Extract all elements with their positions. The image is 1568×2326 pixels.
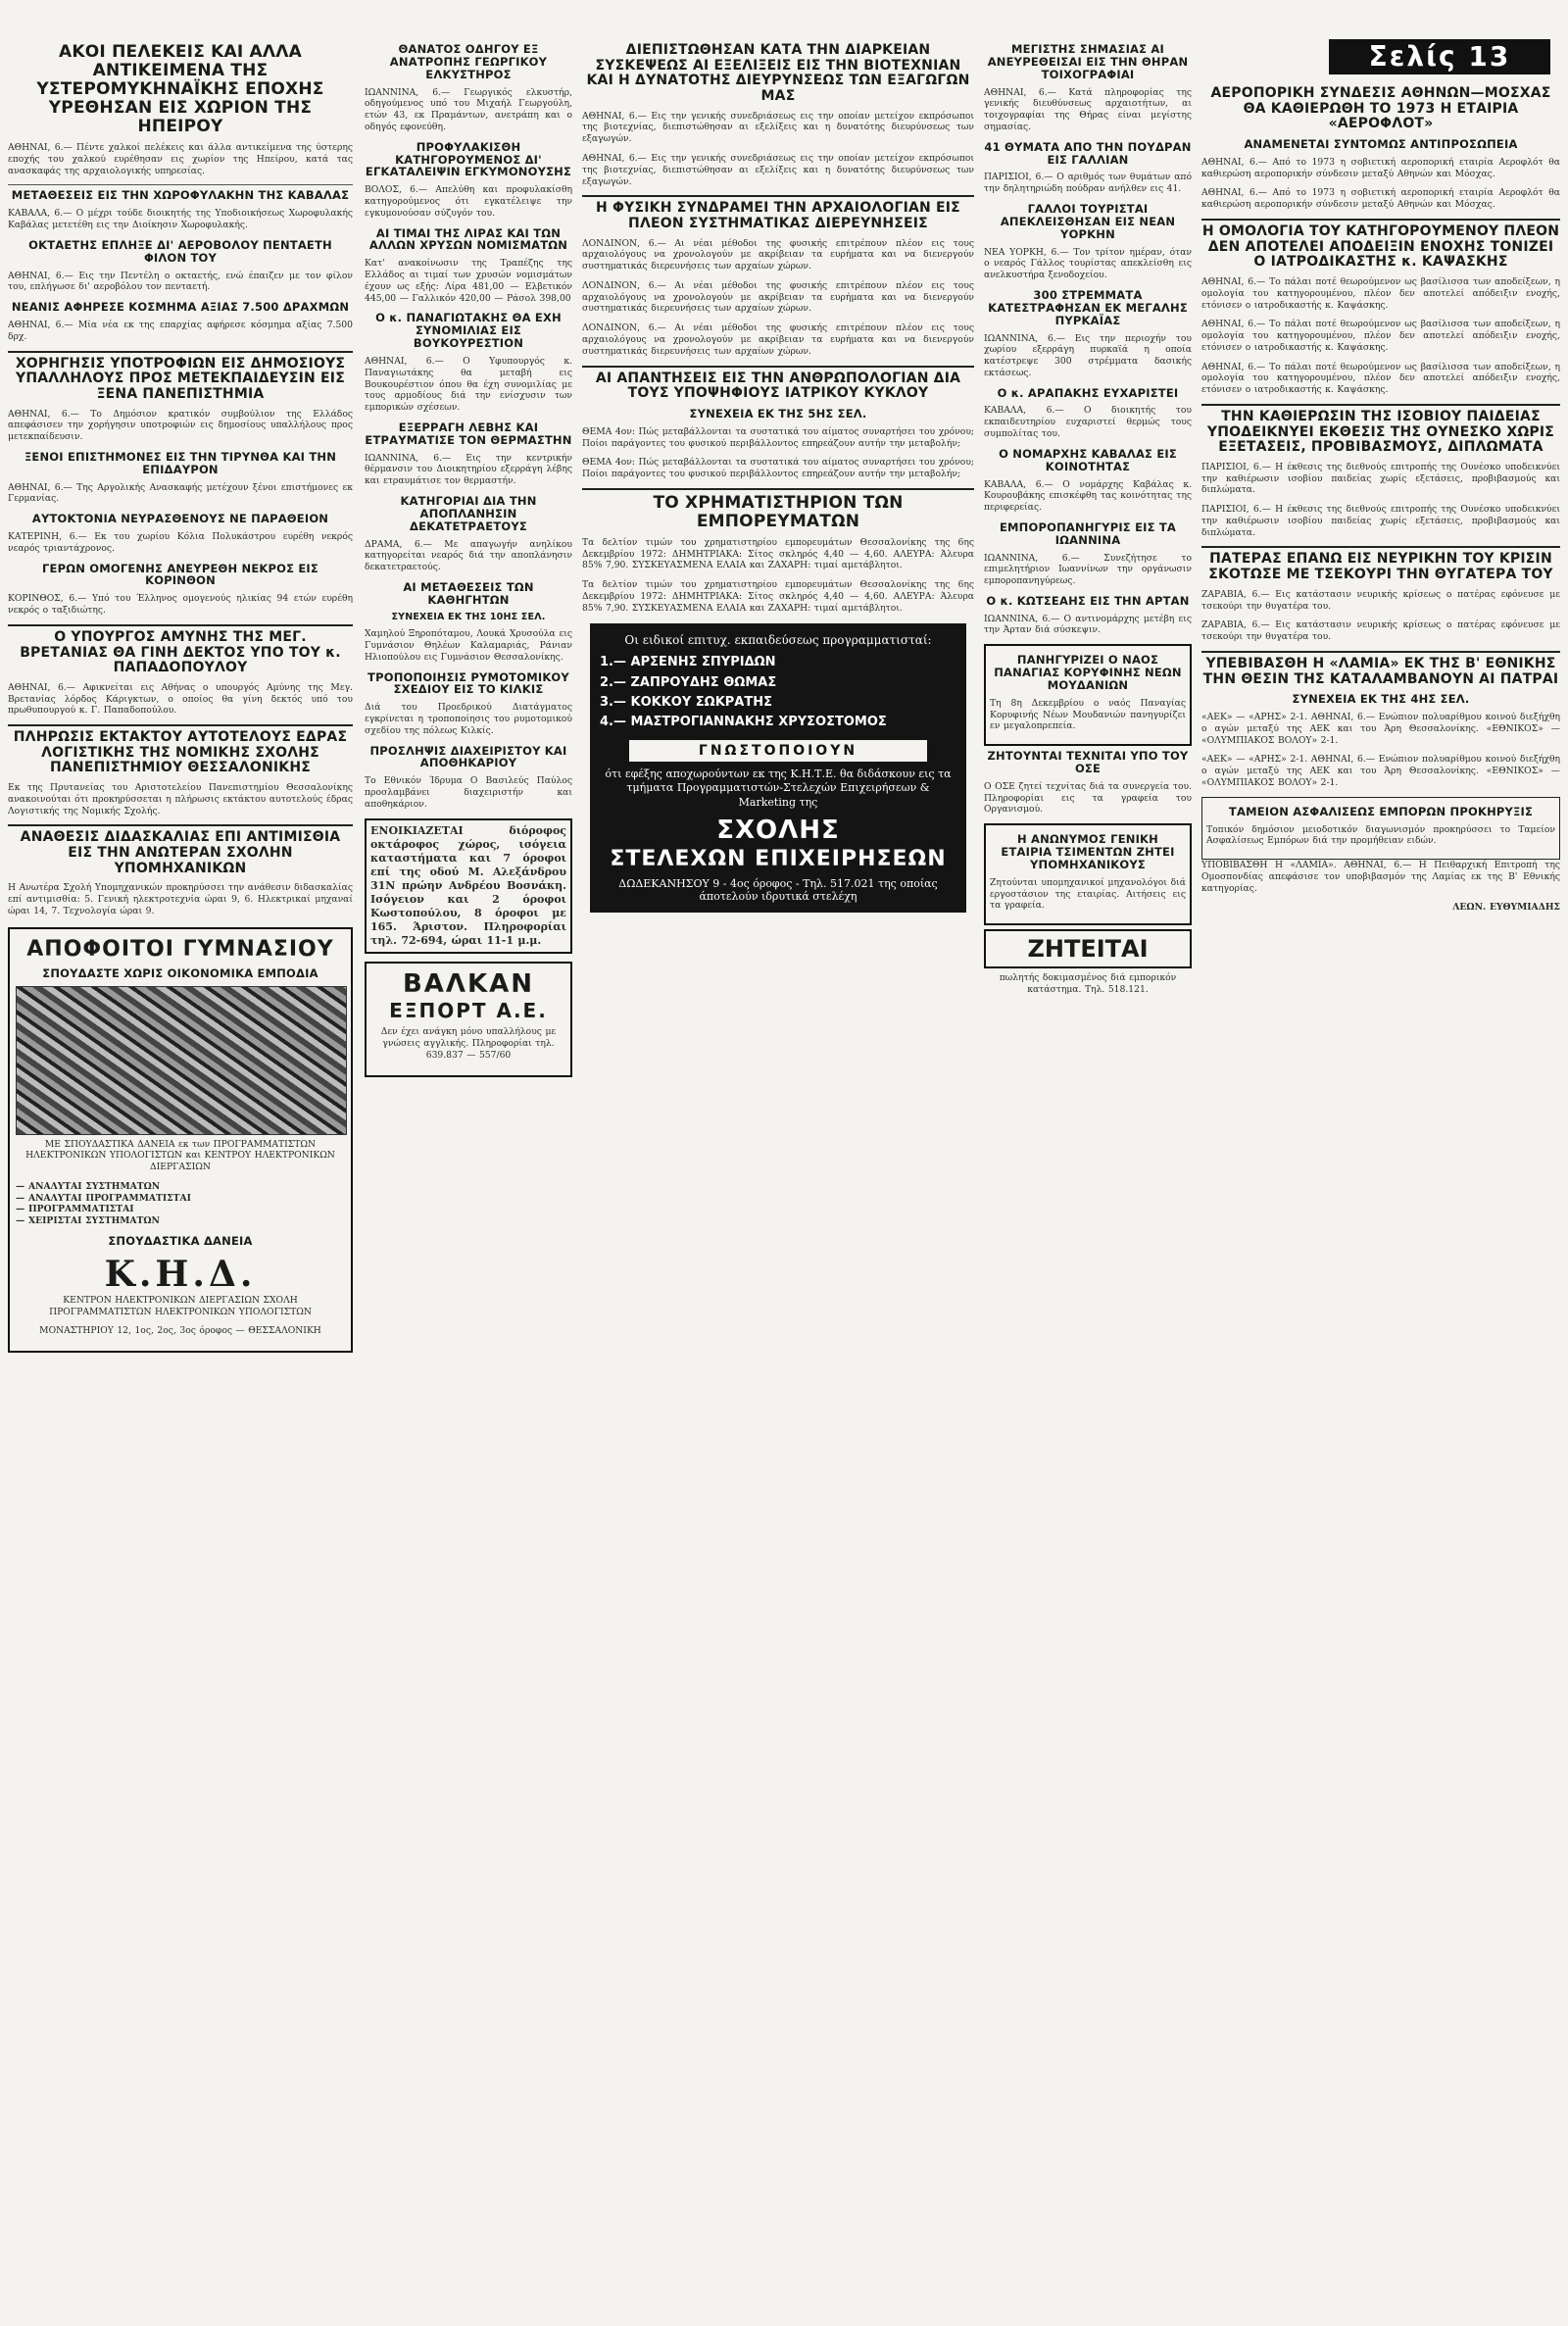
article-text: ΒΟΛΟΣ, 6.— Απελύθη και προφυλακίσθη κατηγορούμενος ότι εγκατέλειψε την εγκυμονούσαν σύζυγόν του. xyxy=(365,184,572,219)
article-text: ΘΕΜΑ 4ον: Πώς μεταβάλλονται τα συστατικά του αίματος συναρτήσει του χρόνου; Ποίοι παράγοντες του φυσικού περιβάλλοντος επηρεάζουν αυτήν την μεταβολήν; xyxy=(582,425,974,449)
headline: Ο κ. ΚΩΤΣΕΑΗΣ ΕΙΣ ΤΗΝ ΑΡΤΑΝ xyxy=(986,593,1190,608)
school-advertisement xyxy=(590,623,966,912)
article-text: ΛΟΝΔΙΝΟΝ, 6.— Αι νέαι μέθοδοι της φυσικής επιτρέπουν πλέον εις τους αρχαιολόγους να χρονολογούν με ακρίβειαν τα ευρήματα και να διενεργούν συστηματικάς διερευνήσεις των αρχαίων χώρων. xyxy=(582,237,974,272)
headline: ΑΕΡΟΠΟΡΙΚΗ ΣΥΝΔΕΣΙΣ ΑΘΗΝΩΝ—ΜΟΣΧΑΣ ΘΑ ΚΑΘΙΕΡΩΘΗ ΤΟ 1973 Η ΕΤΑΙΡΙΑ «ΑΕΡΟΦΛΟΤ» xyxy=(1210,85,1551,132)
article-text: Η Ανωτέρα Σχολή Υπομηχανικών προκηρύσσει την ανάθεσιν διδασκαλίας επί αντιμισθία: 5. Γενική ηλεκτροτεχνία ώραι 9, 6. Ηλεκτρικαί μηχαναί ώραι 14, 7. Τεχνολογία ώραι 9. xyxy=(8,882,353,916)
article-text: ΑΘΗΝΑΙ, 6.— Το Δημόσιον κρατικόν συμβούλιον της Ελλάδος απεφάσισεν την χορήγησιν υποτροφιών εις δημοσίους υπαλλήλους προς μετεκπαίδευσιν. xyxy=(8,408,353,443)
headline: ΠΑΝΗΓΥΡΙΖΕΙ Ο ΝΑΟΣ ΠΑΝΑΓΙΑΣ ΚΟΡΥΦΙΝΗΣ ΝΕΩΝ ΜΟΥΔΑΝΙΩΝ xyxy=(994,653,1182,692)
headline: ΑΙ ΜΕΤΑΘΕΣΕΙΣ ΤΩΝ ΚΑΘΗΓΗΤΩΝ xyxy=(403,579,534,607)
page-number-banner: Σελίς 13 xyxy=(1329,39,1550,74)
ad-school-name: ΣΧΟΛΗΣ xyxy=(716,815,840,845)
article-text: ΚΑΒΑΛΑ, 6.— Ο μέχρι τούδε διοικητής της Υποδιοικήσεως Χωροφυλακής Καβάλας μετετέθη εις την Διοίκησιν Χωροφυλακής. xyxy=(8,208,353,231)
ad-announce-label: ΓΝΩΣΤΟΠΟΙΟΥΝ xyxy=(629,740,927,762)
ad-text: ΕΝΟΙΚΙΑΖΕΤΑΙ διόροφος οκτάροφος χώρος, ισόγεια καταστήματα και 7 όροφοι επί της οδού Μ. Αλεξάνδρου 31Ν πρώην Ανδρέου Βοσνάκη. Ισόγειον και 2 όροφοι Κωστοπούλου, 8 όροφοι με 165. Άριστον. Πληροφορίαι τηλ. 72-694, ώραι 11-1 μ.μ. xyxy=(370,823,566,948)
article-text: Χαμηλού Ξηροπόταμου, Λουκά Χρυσούλα εις Γυμνάσιον Θηλέων Καλαμαριάς, Ράνιαν Ηλιοπούλου εις Γυμνάσιον Θεσσαλονίκης. xyxy=(365,628,572,663)
article-text: Ο ΟΣΕ ζητεί τεχνίτας διά τα συνεργεία του. Πληροφορίαι εις τα γραφεία του Οργανισμού. xyxy=(984,780,1192,816)
classified-ad xyxy=(365,818,572,955)
headline: ΞΕΝΟΙ ΕΠΙΣΤΗΜΟΝΕΣ ΕΙΣ ΤΗΝ ΤΙΡΥΝΘΑ ΚΑΙ ΤΗΝ ΕΠΙΔΑΥΡΟΝ xyxy=(24,449,337,476)
article-text: ΑΘΗΝΑΙ, 6.— Της Αργολικής Ανασκαφής μετέχουν ξένοι επιστήμονες εκ Γερμανίας. xyxy=(8,481,353,505)
headline: ΑΝΑΘΕΣΙΣ ΔΙΔΑΣΚΑΛΙΑΣ ΕΠΙ ΑΝΤΙΜΙΣΘΙΑ ΕΙΣ ΤΗΝ ΑΝΩΤΕΡΑΝ ΣΧΟΛΗΝ ΥΠΟΜΗΧΑΝΙΚΩΝ xyxy=(20,829,341,876)
article-text: ΛΟΝΔΙΝΟΝ, 6.— Αι νέαι μέθοδοι της φυσικής επιτρέπουν πλέον εις τους αρχαιολόγους να χρονολογούν με ακρίβειαν τα ευρήματα και να διενεργούν συστηματικάς διερευνήσεις των αρχαίων χώρων. xyxy=(582,322,974,357)
article-text: Το Εθνικόν Ίδρυμα Ο Βασιλεύς Παύλος προσλαμβάνει διαχειριστήν και αποθηκάριον. xyxy=(365,775,572,810)
article-text: ΑΘΗΝΑΙ, 6.— Από το 1973 η σοβιετική αεροπορική εταιρία Αεροφλότ θα καθιερώση αεροπορικήν σύνδεσιν μεταξύ Αθηνών και Μόσχας. xyxy=(1201,187,1560,211)
ad-name-list: 1.— ΑΡΣΕΝΗΣ ΣΠΥΡΙΔΩΝ 2.— ΖΑΠΡΟΥΔΗΣ ΘΩΜΑΣ 3.— ΚΟΚΚΟΥ ΣΩΚΡΑΤΗΣ 4.— ΜΑΣΤΡΟΓΙΑΝΝΑΚΗΣ ΧΡΥΣΟΣΤΟΜΟΣ xyxy=(600,655,887,729)
article-text: ΙΩΑΝΝΙΝΑ, 6.— Γεωργικός ελκυστήρ, οδηγούμενος υπό του Μιχαήλ Γεωργούλη, ετών 43, εκ Πραμάντων, ανετράπη και ο οδηγός εφονεύθη. xyxy=(365,86,572,132)
ad-title: ΑΠΟΦΟΙΤΟΙ ΓΥΜΝΑΣΙΟΥ xyxy=(26,936,334,962)
article-text: ΑΘΗΝΑΙ, 6.— Ο Υφυπουργός κ. Παναγιωτάκης θα μεταβή εις Βουκουρέστιον όπου θα έχη συνομιλίας με τους αρμοδίους διά την ενίσχυσιν των εμπορικών σχέσεων. xyxy=(365,356,572,414)
headline: ΑΚΟΙ ΠΕΛΕΚΕΙΣ ΚΑΙ ΑΛΛΑ ΑΝΤΙΚΕΙΜΕΝΑ ΤΗΣ ΥΣΤΕΡΟΜΥΚΗΝΑΪΚΗΣ ΕΠΟΧΗΣ ΥΡΕΘΗΣΑΝ ΕΙΣ ΧΩΡΙΟΝ ΤΗΣ ΗΠΕΙΡΟΥ xyxy=(36,42,324,137)
article-text: ΖΑΡΑΒΙΑ, 6.— Εις κατάστασιν νευρικής κρίσεως ο πατέρας εφόνευσε με τσεκούρι την θυγατέρα του. xyxy=(1201,619,1560,643)
article-text: Τα δελτίον τιμών του χρηματιστηρίου εμπορευμάτων Θεσσαλονίκης της 6ης Δεκεμβρίου 1972: ΔΗΜΗΤΡΙΑΚΑ: Σίτος σκληρός 4,40 — 4,60. ΑΛΕΥΡΑ: Άλευρα 85% 7,90. ΣΥΣΚΕΥΑΣΜΕΝΑ ΕΛΑΙΑ και ΖΑΧΑΡΗ: τιμαί αμετάβλητοι. xyxy=(582,579,974,614)
headline: ΠΡΟΣΛΗΨΙΣ ΔΙΑΧΕΙΡΙΣΤΟΥ ΚΑΙ ΑΠΟΘΗΚΑΡΙΟΥ xyxy=(369,743,567,770)
article-text: ΛΟΝΔΙΝΟΝ, 6.— Αι νέαι μέθοδοι της φυσικής επιτρέπουν πλέον εις τους αρχαιολόγους να χρονολογούν με ακρίβειαν τα ευρήματα και να διενεργούν συστηματικάς διερευνήσεις των αρχαίων χώρων. xyxy=(582,279,974,315)
headline: ΑΙ ΑΠΑΝΤΗΣΕΙΣ ΕΙΣ ΤΗΝ ΑΝΘΡΩΠΟΛΟΓΙΑΝ ΔΙΑ ΤΟΥΣ ΥΠΟΨΗΦΙΟΥΣ ΙΑΤΡΙΚΟΥ ΚΥΚΛΟΥ xyxy=(595,370,961,402)
article-text: Τοπικόν δημόσιον μειοδοτικόν διαγωνισμόν προκηρύσσει το Ταμείον Ασφαλίσεως Εμπόρων διά την προμήθειαν ειδών. xyxy=(1206,823,1555,847)
insurance-notice xyxy=(1201,797,1560,860)
headline: Η ΦΥΣΙΚΗ ΣΥΝΔΡΑΜΕΙ ΤΗΝ ΑΡΧΑΙΟΛΟΓΙΑΝ ΕΙΣ ΠΛΕΟΝ ΣΥΣΤΗΜΑΤΙΚΑΣ ΔΙΕΡΕΥΝΗΣΕΙΣ xyxy=(596,200,960,231)
headline: 300 ΣΤΡΕΜΜΑΤΑ ΚΑΤΕΣΤΡΑΦΗΣΑΝ ΕΚ ΜΕΓΑΛΗΣ ΠΥΡΚΑΪΑΣ xyxy=(988,287,1188,327)
headline: Ο κ. ΑΡΑΠΑΚΗΣ ΕΥΧΑΡΙΣΤΕΙ xyxy=(997,385,1179,400)
article-text: ΑΘΗΝΑΙ, 6.— Κατά πληροφορίας της γενικής διευθύνσεως αρχαιοτήτων, αι τοιχογραφίαι της Θήρας είναι μεγίστης σημασίας. xyxy=(984,86,1192,132)
continued-label: ΣΥΝΕΧΕΙΑ ΕΚ ΤΗΣ 5ΗΣ ΣΕΛ. xyxy=(689,406,867,421)
headline: ΠΛΗΡΩΣΙΣ ΕΚΤΑΚΤΟΥ ΑΥΤΟΤΕΛΟΥΣ ΕΔΡΑΣ ΛΟΓΙΣΤΙΚΗΣ ΤΗΣ ΝΟΜΙΚΗΣ ΣΧΟΛΗΣ ΠΑΝΕΠΙΣΤΗΜΙΟΥ ΘΕΣΣΑΛΟΝΙΚΗΣ xyxy=(13,729,348,776)
subheadline: ΑΝΑΜΕΝΕΤΑΙ ΣΥΝΤΟΜΩΣ ΑΝΤΙΠΡΟΣΩΠΕΙΑ xyxy=(1244,137,1518,152)
headline: ΑΥΤΟΚΤΟΝΙΑ ΝΕΥΡΑΣΘΕΝΟΥΣ ΝΕ ΠΑΡΑΘΕΙΟΝ xyxy=(31,512,329,526)
headline: ΤΟ ΧΡΗΜΑΤΙΣΤΗΡΙΟΝ ΤΩΝ ΕΜΠΟΡΕΥΜΑΤΩΝ xyxy=(653,492,904,531)
article-text: ΙΩΑΝΝΙΝΑ, 6.— Εις την περιοχήν του χωρίου εξερράγη πυρκαϊά η οποία κατέστρεψε 300 στρέμματα δασικής εκτάσεως. xyxy=(984,332,1192,378)
headline: ΚΑΤΗΓΟΡΙΑΙ ΔΙΑ ΤΗΝ ΑΠΟΠΛΑΝΗΣΙΝ ΔΕΚΑΤΕΤΡΑΕΤΟΥΣ xyxy=(400,493,537,533)
article-text: ΠΑΡΙΣΙΟΙ, 6.— Η έκθεσις της διεθνούς επιτροπής της Ουνέσκο υποδεικνύει την καθιέρωσιν ισοβίου παιδείας χωρίς εξετάσεις, προβιβασμούς και διπλώματα. xyxy=(1201,461,1560,496)
article-text: ΑΘΗΝΑΙ, 6.— Εις την γενικής συνεδριάσεως εις την οποίαν μετείχον εκπρόσωποι της βιοτεχνίας, διεπιστώθησαν αι εξελίξεις και η δυνατότης διευρύνσεως των εξαγωγών. xyxy=(582,110,974,145)
continued-label: ΣΥΝΕΧΕΙΑ ΕΚ ΤΗΣ 4ΗΣ ΣΕΛ. xyxy=(1292,692,1470,707)
headline: Η ΟΜΟΛΟΓΙΑ ΤΟΥ ΚΑΤΗΓΟΡΟΥΜΕΝΟΥ ΠΛΕΟΝ ΔΕΝ ΑΠΟΤΕΛΕΙ ΑΠΟΔΕΙΞΙΝ ΕΝΟΧΗΣ ΤΟΝΙΖΕΙ Ο ΙΑΤΡΟΔΙΚΑΣΤΗΣ κ. ΚΑΨΑΣΚΗΣ xyxy=(1201,223,1560,271)
article-text: ΥΠΟΒΙΒΑΣΘΗ Η «ΛΑΜΙΑ». ΑΘΗΝΑΙ, 6.— Η Πειθαρχική Επιτροπή της Ομοσπονδίας απεφάσισε τον υποβιβασμόν της Λαμίας εκ της Β' Εθνικής κατηγορίας. xyxy=(1201,860,1560,894)
article-text: ΚΑΒΑΛΑ, 6.— Ο νομάρχης Καβάλας κ. Κουρουβάκης επισκέφθη τας κοινότητας της περιφερείας. xyxy=(984,478,1192,514)
column-1 xyxy=(8,39,353,2313)
headline: ΤΑΜΕΙΟΝ ΑΣΦΑΛΙΣΕΩΣ ΕΜΠΟΡΩΝ ΠΡΟΚΗΡΥΞΙΣ xyxy=(1228,804,1534,818)
article-text: ΑΘΗΝΑΙ, 6.— Αφικνείται εις Αθήνας ο υπουργός Αμύνης της Μεγ. Βρετανίας λόρδος Κάριγκτων, ο οποίος θα γίνη δεκτός υπό του πρωθυπουργού κ. Γ. Παπαδοπούλου. xyxy=(8,681,353,717)
headline: ΘΑΝΑΤΟΣ ΟΔΗΓΟΥ ΕΞ ΑΝΑΤΡΟΠΗΣ ΓΕΩΡΓΙΚΟΥ ΕΛΚΥΣΤΗΡΟΣ xyxy=(389,42,548,81)
advertisement xyxy=(8,927,353,1353)
article-text: ΖΑΡΑΒΙΑ, 6.— Εις κατάστασιν νευρικής κρίσεως ο πατέρας εφόνευσε με τσεκούρι την θυγατέρα του. xyxy=(1201,588,1560,612)
column-4 xyxy=(984,39,1192,2313)
headline: ΕΜΠΟΡΟΠΑΝΗΓΥΡΙΣ ΕΙΣ ΤΑ ΙΩΑΝΝΙΝΑ xyxy=(999,520,1177,547)
balkan-export-ad xyxy=(365,962,572,1076)
article-text: ΙΩΑΝΝΙΝΑ, 6.— Συνεζήτησε το επιμελητήριον Ιωαννίνων την οργάνωσιν εμποροπανηγύρεως. xyxy=(984,552,1192,587)
headline: Ο ΝΟΜΑΡΧΗΣ ΚΑΒΑΛΑΣ ΕΙΣ ΚΟΙΝΟΤΗΤΑΣ xyxy=(999,446,1177,473)
headline: ΜΕΤΑΘΕΣΕΙΣ ΕΙΣ ΤΗΝ ΧΩΡΟΦΥΛΑΚΗΝ ΤΗΣ ΚΑΒΑΛΑΣ xyxy=(11,188,350,203)
article-text: Εκ της Πρυτανείας του Αριστοτελείου Πανεπιστημίου Θεσσαλονίκης ανακοινούται ότι προκηρύσσεται η πλήρωσις εκτάκτου αυτοτελούς έδρας Λογιστικής της Νομικής Σχολής. xyxy=(8,782,353,817)
headline: 41 ΘΥΜΑΤΑ ΑΠΟ ΤΗΝ ΠΟΥΔΡΑΝ ΕΙΣ ΓΑΛΛΙΑΝ xyxy=(984,139,1192,167)
article-text: Κατ' ανακοίνωσιν της Τραπέζης της Ελλάδος αι τιμαί των χρυσών νομισμάτων έχουν ως εξής: Λίρα 481,00 — Ελβετικόν 445,00 — Γαλλικόν 420,00 — Ράσολ 398,00 xyxy=(365,258,572,304)
ad-address: ΔΩΔΕΚΑΝΗΣΟΥ 9 - 4ος όροφος - Τηλ. 517.021 της οποίας άποτελούν ιδρυτικά στελέχη xyxy=(618,876,938,903)
headline: ΟΚΤΑΕΤΗΣ ΕΠΛΗΞΕ ΔΙ' ΑΕΡΟΒΟΛΟΥ ΠΕΝΤΑΕΤΗ ΦΙΛΟΝ ΤΟΥ xyxy=(28,237,332,265)
article-text: «ΑΕΚ» — «ΑΡΗΣ» 2-1. ΑΘΗΝΑΙ, 6.— Ενώπιον πολυαρίθμου κοινού διεξήχθη ο αγών μεταξύ της ΑΕΚ και του Άρη Θεσσαλονίκης. «ΕΘΝΙΚΟΣ» — «ΟΛΥΜΠΙΑΚΟΣ ΒΟΛΟΥ» 2-1. xyxy=(1201,754,1560,788)
ad-loans: ΣΠΟΥΔΑΣΤΙΚΑ ΔΑΝΕΙΑ xyxy=(108,1234,253,1248)
article-text: ΑΘΗΝΑΙ, 6.— Το πάλαι ποτέ θεωρούμενον ως βασίλισσα των αποδείξεων, η ομολογία του κατηγορουμένου, πλέον δεν αποτελεί απόδειξιν ενοχής, ετόνισεν ο ιατροδικαστής κ. Καψάσκης. xyxy=(1201,275,1560,311)
headline: ΠΡΟΦΥΛΑΚΙΣΘΗ ΚΑΤΗΓΟΡΟΥΜΕΝΟΣ ΔΙ' ΕΓΚΑΤΑΛΕΙΨΙΝ ΕΓΚΥΜΟΝΟΥΣΗΣ xyxy=(365,139,572,179)
article-text: ΑΘΗΝΑΙ, 6.— Εις την Πεντέλη ο οκταετής, ενώ έπαιζεν με τον φίλον του, επλήγωσε δι' αεροβόλου τον πενταετή. xyxy=(8,270,353,293)
headline: ΜΕΓΙΣΤΗΣ ΣΗΜΑΣΙΑΣ ΑΙ ΑΝΕΥΡΕΘΕΙΣΑΙ ΕΙΣ ΤΗΝ ΘΗΡΑΝ ΤΟΙΧΟΓΡΑΦΙΑΙ xyxy=(987,42,1189,81)
headline: ΠΑΤΕΡΑΣ ΕΠΑΝΩ ΕΙΣ ΝΕΥΡΙΚΗΝ ΤΟΥ ΚΡΙΣΙΝ ΣΚΟΤΩΣΕ ΜΕ ΤΣΕΚΟΥΡΙ ΤΗΝ ΘΥΓΑΤΕΡΑ ΤΟΥ xyxy=(1208,551,1553,583)
article-text: Διά του Προεδρικού Διατάγματος εγκρίνεται η τροποποίησις του ρυμοτομικού σχεδίου της πόλεως Κιλκίς. xyxy=(365,702,572,736)
ad-intro: Οι ειδικοί επιτυχ. εκπαιδεύσεως προγραμματισταί: xyxy=(624,633,932,648)
ad-subtitle: ΕΞΠΟΡΤ Α.Ε. xyxy=(389,999,548,1023)
article-text: ΚΟΡΙΝΘΟΣ, 6.— Υπό του Έλληνος ομογενούς ηλικίας 94 ετών ευρέθη νεκρός ο ταξιδιώτης. xyxy=(8,593,353,617)
article-text: ΙΩΑΝΝΙΝΑ, 6.— Ο αντινομάρχης μετέβη εις την Άρταν διά σύσκεψιν. xyxy=(984,613,1192,636)
headline: Ο κ. ΠΑΝΑΓΙΩΤΑΚΗΣ ΘΑ ΕΧΗ ΣΥΝΟΜΙΛΙΑΣ ΕΙΣ ΒΟΥΚΟΥΡΕΣΤΙΟΝ xyxy=(375,311,562,351)
ad-logo-text: Κ.Η.Δ. xyxy=(104,1253,257,1295)
ad-list: — ΑΝΑΛΥΤΑΙ ΣΥΣΤΗΜΑΤΩΝ — ΑΝΑΛΥΤΑΙ ΠΡΟΓΡΑΜΜΑΤΙΣΤΑΙ — ΠΡΟΓΡΑΜΜΑΤΙΣΤΑΙ — ΧΕΙΡΙΣΤΑΙ ΣΥΣΤΗΜΑΤΩΝ xyxy=(16,1180,191,1227)
headline: ΓΕΡΩΝ ΟΜΟΓΕΝΗΣ ΑΝΕΥΡΕΘΗ ΝΕΚΡΟΣ ΕΙΣ ΚΟΡΙΝΘΟΝ xyxy=(42,561,318,588)
collage-image xyxy=(16,986,347,1135)
headline: ΖΗΤΟΥΝΤΑΙ ΤΕΧΝΙΤΑΙ ΥΠΟ ΤΟΥ ΟΣΕ xyxy=(987,749,1189,776)
article-text: ΘΕΜΑ 4ον: Πώς μεταβάλλονται τα συστατικά του αίματος συναρτήσει του χρόνου; Ποίοι παράγοντες του φυσικού περιβάλλοντος επηρεάζουν αυτήν την μεταβολήν; xyxy=(582,457,974,480)
wanted-ad-title: ΖΗΤΕΙΤΑΙ xyxy=(984,929,1192,968)
article-text: ΑΘΗΝΑΙ, 6.— Πέντε χαλκοί πελέκεις και άλλα αντικείμενα της ύστερης εποχής του χαλκού ευρέθησαν εις χωρίον της Ηπείρου, κατά τας ανασκαφάς της αρχαιολογικής υπηρεσίας. xyxy=(8,142,353,176)
headline: Ο ΥΠΟΥΡΓΟΣ ΑΜΥΝΗΣ ΤΗΣ ΜΕΓ. ΒΡΕΤΑΝΙΑΣ ΘΑ ΓΙΝΗ ΔΕΚΤΟΣ ΥΠΟ ΤΟΥ κ. ΠΑΠΑΔΟΠΟΥΛΟΥ xyxy=(20,628,341,676)
headline: ΑΙ ΤΙΜΑΙ ΤΗΣ ΛΙΡΑΣ ΚΑΙ ΤΩΝ ΑΛΛΩΝ ΧΡΥΣΩΝ ΝΟΜΙΣΜΑΤΩΝ xyxy=(368,225,568,253)
headline: ΥΠΕΒΙΒΑΣΘΗ Η «ΛΑΜΙΑ» ΕΚ ΤΗΣ Β' ΕΘΝΙΚΗΣ ΤΗΝ ΘΕΣΙΝ ΤΗΣ ΚΑΤΑΛΑΜΒΑΝΟΥΝ ΑΙ ΠΑΤΡΑΙ xyxy=(1202,655,1559,687)
article-text: Ζητούνται υπομηχανικοί μηχανολόγοι διά εργοστάσιον της εταιρίας. Αιτήσεις εις τα γραφεία. xyxy=(990,876,1186,912)
article-text: ΑΘΗΝΑΙ, 6.— Μία νέα εκ της επαρχίας αφήρεσε κόσμημα αξίας 7.500 δρχ. xyxy=(8,320,353,342)
ad-subtitle: ΣΠΟΥΔΑΣΤΕ ΧΩΡΙΣ ΟΙΚΟΝΟΜΙΚΑ ΕΜΠΟΔΙΑ xyxy=(42,965,318,980)
article-text: Τα δελτίον τιμών του χρηματιστηρίου εμπορευμάτων Θεσσαλονίκης της 6ης Δεκεμβρίου 1972: ΔΗΜΗΤΡΙΑΚΑ: Σίτος σκληρός 4,40 — 4,60. ΑΛΕΥΡΑ: Άλευρα 85% 7,90. ΣΥΣΚΕΥΑΣΜΕΝΑ ΕΛΑΙΑ και ΖΑΧΑΡΗ: τιμαί αμετάβλητοι. xyxy=(582,536,974,571)
signature: ΛΕΩΝ. ΕΥΘΥΜΙΑΔΗΣ xyxy=(1452,902,1560,914)
ad-text: Δεν έχει ανάγκη μόνο υπαλλήλους με γνώσεις αγγλικής. Πληροφορίαι τηλ. 639.837 — 557/60 xyxy=(380,1026,557,1061)
column-3 xyxy=(582,39,974,2313)
continued-label: ΣΥΝΕΧΕΙΑ ΕΚ ΤΗΣ 10ΗΣ ΣΕΛ. xyxy=(391,611,546,622)
headline: ΤΗΝ ΚΑΘΙΕΡΩΣΙΝ ΤΗΣ ΙΣΟΒΙΟΥ ΠΑΙΔΕΙΑΣ ΥΠΟΔΕΙΚΝΥΕΙ ΕΚΘΕΣΙΣ ΤΗΣ ΟΥΝΕΣΚΟ ΧΩΡΙΣ ΕΞΕΤΑΣΕΙΣ, ΠΡΟΒΙΒΑΣΜΟΥΣ, ΔΙΠΛΩΜΑΤΑ xyxy=(1206,408,1555,456)
headline: ΔΙΕΠΙΣΤΩΘΗΣΑΝ ΚΑΤΑ ΤΗΝ ΔΙΑΡΚΕΙΑΝ ΣΥΣΚΕΨΕΩΣ ΑΙ ΕΞΕΛΙΞΕΙΣ ΕΙΣ ΤΗΝ ΒΙΟΤΕΧΝΙΑΝ ΚΑΙ Η ΔΥΝΑΤΟΤΗΣ ΔΙΕΥΡΥΝΣΕΩΣ ΤΩΝ ΕΞΑΓΩΓΩΝ ΜΑΣ xyxy=(586,42,970,105)
article-text: ΝΕΑ ΥΟΡΚΗ, 6.— Τον τρίτον ημέραν, όταν ο νεαρός Γάλλος τουρίστας απεκλείσθη εις ανελκυστήρα ξενοδοχείου. xyxy=(984,246,1192,281)
ad-title: ΒΑΛΚΑΝ xyxy=(402,969,535,1000)
article-text: ΑΘΗΝΑΙ, 6.— Από το 1973 η σοβιετική αεροπορική εταιρία Αεροφλότ θα καθιερώση αεροπορικήν σύνδεσιν μεταξύ Αθηνών και Μόσχας. xyxy=(1201,156,1560,179)
headline: ΤΡΟΠΟΠΟΙΗΣΙΣ ΡΥΜΟΤΟΜΙΚΟΥ ΣΧΕΔΙΟΥ ΕΙΣ ΤΟ ΚΙΛΚΙΣ xyxy=(368,669,569,697)
headline: ΧΟΡΗΓΗΣΙΣ ΥΠΟΤΡΟΦΙΩΝ ΕΙΣ ΔΗΜΟΣΙΟΥΣ ΥΠΑΛΛΗΛΟΥΣ ΠΡΟΣ ΜΕΤΕΚΠΑΙΔΕΥΣΙΝ ΕΙΣ ΞΕΝΑ ΠΑΝΕΠΙΣΤΗΜΙΑ xyxy=(15,355,346,402)
headline: Η ΑΝΩΝΥΜΟΣ ΓΕΝΙΚΗ ΕΤΑΙΡΙΑ ΤΣΙΜΕΝΤΩΝ ΖΗΤΕΙ ΥΠΟΜΗΧΑΝΙΚΟΥΣ xyxy=(1001,832,1175,871)
article-text: ΑΘΗΝΑΙ, 6.— Εις την γενικής συνεδριάσεως εις την οποίαν μετείχον εκπρόσωποι της βιοτεχνίας, διεπιστώθησαν αι εξελίξεις και η δυνατότης διευρύνσεως των εξαγωγών. xyxy=(582,152,974,187)
article-text: «ΑΕΚ» — «ΑΡΗΣ» 2-1. ΑΘΗΝΑΙ, 6.— Ενώπιον πολυαρίθμου κοινού διεξήχθη ο αγών μεταξύ της ΑΕΚ και του Άρη Θεσσαλονίκης. «ΕΘΝΙΚΟΣ» — «ΟΛΥΜΠΙΑΚΟΣ ΒΟΛΟΥ» 2-1. xyxy=(1201,712,1560,746)
article-text: ΙΩΑΝΝΙΝΑ, 6.— Εις την κεντρικήν θέρμανσιν του Διοικητηρίου εξερράγη λέβης και ετραυμάτισε τον θερμαστήν. xyxy=(365,452,572,487)
headline: ΕΞΕΡΡΑΓΗ ΛΕΒΗΣ ΚΑΙ ΕΤΡΑΥΜΑΤΙΣΕ ΤΟΝ ΘΕΡΜΑΣΤΗΝ xyxy=(365,420,572,447)
article-text: ΚΑΒΑΛΑ, 6.— Ο διοικητής του εκπαιδευτηρίου ευχαριστεί θερμώς τους συμπολίτας του. xyxy=(984,405,1192,439)
article-text: ΠΑΡΙΣΙΟΙ, 6.— Ο αριθμός των θυμάτων από την δηλητηριώδη πούδραν ανήλθεν εις 41. xyxy=(984,172,1192,195)
notice-box xyxy=(984,644,1192,746)
article-text: ΑΘΗΝΑΙ, 6.— Το πάλαι ποτέ θεωρούμενον ως βασίλισσα των αποδείξεων, η ομολογία του κατηγορουμένου, πλέον δεν αποτελεί απόδειξιν ενοχής, ετόνισεν ο ιατροδικαστής κ. Καψάσκης. xyxy=(1201,361,1560,396)
headline: ΝΕΑΝΙΣ ΑΦΗΡΕΣΕ ΚΟΣΜΗΜΑ ΑΞΙΑΣ 7.500 ΔΡΑΧΜΩΝ xyxy=(11,300,350,315)
ad-text: ΜΕ ΣΠΟΥΔΑΣΤΙΚΑ ΔΑΝΕΙΑ εκ των ΠΡΟΓΡΑΜΜΑΤΙΣΤΩΝ ΗΛΕΚΤΡΟΝΙΚΩΝ ΥΠΟΛΟΓΙΣΤΩΝ και ΚΕΝΤΡΟΥ ΗΛΕΚΤΡΟΝΙΚΩΝ ΔΙΕΡΓΑΣΙΩΝ xyxy=(25,1138,335,1173)
article-text: ΔΡΑΜΑ, 6.— Με απαγωγήν ανηλίκου κατηγορείται νεαρός διά την αποπλάνησιν δεκατετραετούς. xyxy=(365,538,572,573)
ad-school-name-2: ΣΤΕΛΕΧΩΝ ΕΠΙΧΕΙΡΗΣΕΩΝ xyxy=(610,846,947,871)
ad-institute: ΚΕΝΤΡΟΝ ΗΛΕΚΤΡΟΝΙΚΩΝ ΔΙΕΡΓΑΣΙΩΝ ΣΧΟΛΗ ΠΡΟΓΡΑΜΜΑΤΙΣΤΩΝ ΗΛΕΚΤΡΟΝΙΚΩΝ ΥΠΟΛΟΓΙΣΤΩΝ xyxy=(49,1294,312,1317)
article-text: πωλητής δοκιμασμένος διά εμπορικόν κατάστημα. Τηλ. 518.121. xyxy=(999,972,1177,995)
job-ad xyxy=(984,823,1192,925)
article-text: ΠΑΡΙΣΙΟΙ, 6.— Η έκθεσις της διεθνούς επιτροπής της Ουνέσκο υποδεικνύει την καθιέρωσιν ισοβίου παιδείας χωρίς εξετάσεις, προβιβασμούς και διπλώματα. xyxy=(1201,504,1560,538)
ad-text: ότι εφέξης αποχωρούντων εκ της Κ.Η.Τ.Ε. θα διδάσκουν εις τα τμήματα Προγραμματιστών-Στελεχών Επιχειρήσεων & Marketing της xyxy=(605,767,952,809)
column-2 xyxy=(365,39,572,2313)
ad-address: ΜΟΝΑΣΤΗΡΙΟΥ 12, 1ος, 2ος, 3ος όροφος — ΘΕΣΣΑΛΟΝΙΚΗ xyxy=(39,1325,321,1337)
column-5 xyxy=(1201,82,1560,2313)
article-text: ΚΑΤΕΡΙΝΗ, 6.— Εκ του χωρίου Κόλια Πολυκάστρου ευρέθη νεκρός νεαρός τριαντάχρονος. xyxy=(8,531,353,554)
headline: ΓΑΛΛΟΙ ΤΟΥΡΙΣΤΑΙ ΑΠΕΚΛΕΙΣΘΗΣΑΝ ΕΙΣ ΝΕΑΝ ΥΟΡΚΗΝ xyxy=(1000,201,1176,241)
article-text: Τη 8η Δεκεμβρίου ο ναός Παναγίας Κορυφινής Νέων Μουδανιών πανηγυρίζει εν μεγαλοπρεπεία. xyxy=(990,697,1186,732)
article-text: ΑΘΗΝΑΙ, 6.— Το πάλαι ποτέ θεωρούμενον ως βασίλισσα των αποδείξεων, η ομολογία του κατηγορουμένου, πλέον δεν αποτελεί απόδειξιν ενοχής, ετόνισεν ο ιατροδικαστής κ. Καψάσκης. xyxy=(1201,319,1560,353)
